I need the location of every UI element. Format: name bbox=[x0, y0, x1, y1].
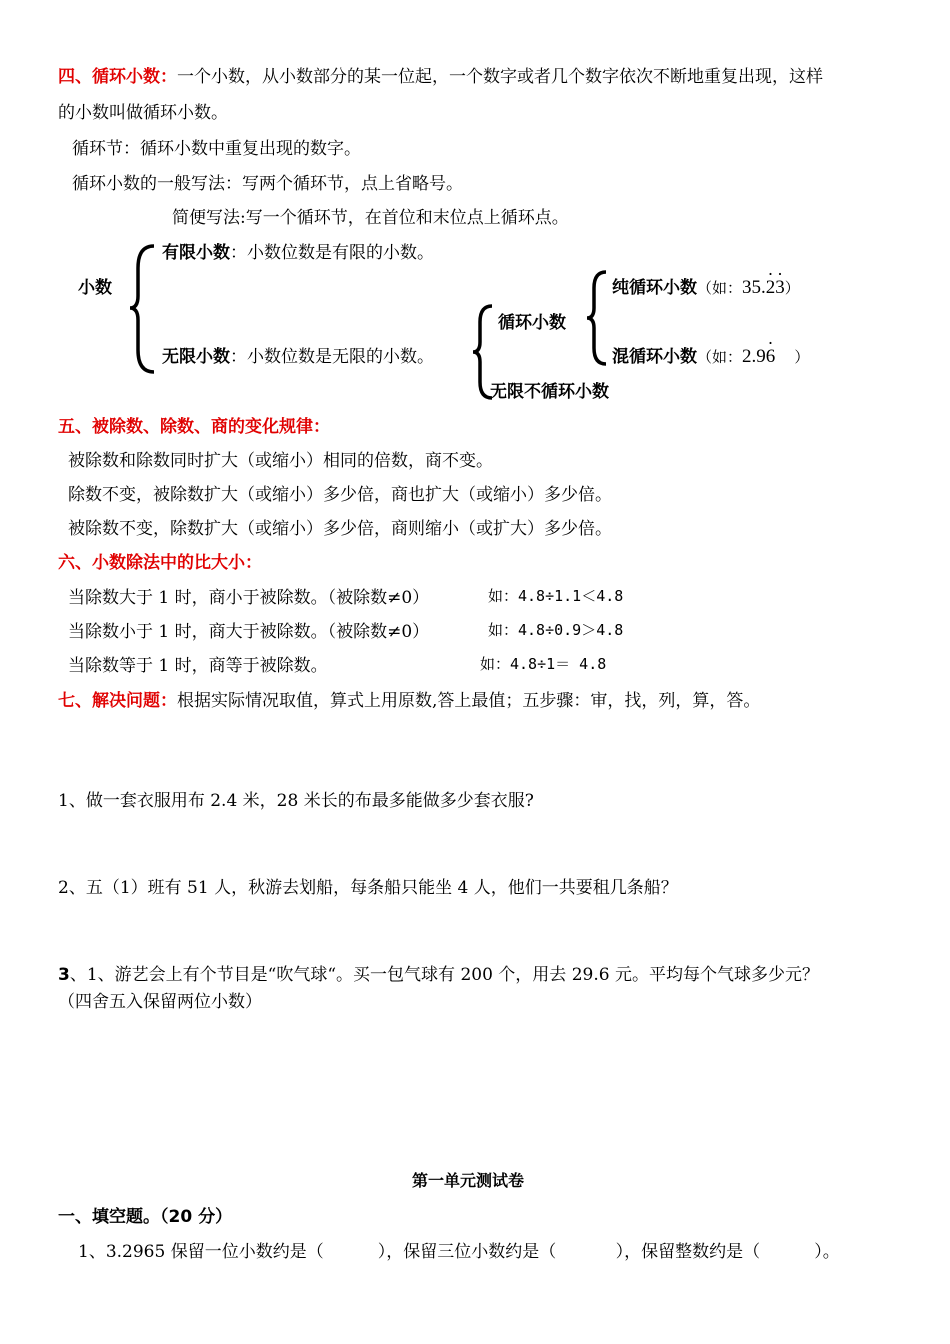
tree-mixed bbox=[612, 342, 809, 368]
brace-repeating bbox=[584, 268, 614, 368]
mixed-label: 混循环小数 bbox=[612, 347, 697, 367]
sec6-example-2: 如：4.8÷0.9＞4.8 bbox=[488, 621, 624, 639]
tree-root: 小数 bbox=[78, 278, 112, 298]
problem-3-note: （四舍五入保留两位小数） bbox=[58, 992, 262, 1012]
sec4-title: 四、循环小数： bbox=[58, 67, 177, 87]
pure-suffix: ） bbox=[784, 279, 800, 297]
sec4-line2: 的小数叫做循环小数。 bbox=[58, 103, 228, 123]
test-part-1: 一、填空题。（20 分） bbox=[58, 1207, 233, 1227]
sec5-rule-3: 被除数不变，除数扩大（或缩小）多少倍，商则缩小（或扩大）多少倍。 bbox=[68, 519, 612, 539]
sec4-simple: 简便写法:写一个循环节，在首位和末位点上循环点。 bbox=[172, 208, 569, 228]
tree-infinite bbox=[162, 342, 434, 367]
sec6-rule-1: 当除数大于 1 时，商小于被除数。（被除数≠0） bbox=[68, 588, 430, 608]
test-title: 第一单元测试卷 bbox=[412, 1171, 525, 1190]
pure-digit-1: · 2 bbox=[766, 277, 776, 299]
problem-2: 2、五（1）班有 51 人，秋游去划船，每条船只能坐 4 人，他们一共要租几条船？ bbox=[58, 878, 678, 898]
sec7-line bbox=[58, 686, 760, 711]
pure-int: 35. bbox=[742, 277, 766, 298]
sec6-title: 六、小数除法中的比大小： bbox=[58, 553, 262, 573]
pure-prefix: （如： bbox=[697, 279, 743, 297]
test-question-1: 1、3.2965 保留一位小数约是（ ），保留三位小数约是（ ），保留整数约是（ ）。 bbox=[78, 1242, 840, 1262]
sec4-text1: 一个小数，从小数部分的某一位起，一个数字或者几个数字依次不断地重复出现，这样 bbox=[177, 67, 823, 87]
mixed-int: 2.9 bbox=[742, 346, 766, 367]
sec5-title: 五、被除数、除数、商的变化规律： bbox=[58, 417, 330, 437]
finite-desc: ：小数位数是有限的小数。 bbox=[230, 243, 434, 263]
tree-finite bbox=[162, 238, 434, 263]
sec7-text: 根据实际情况取值，算式上用原数,答上最值；五步骤：审，找，列，算，答。 bbox=[177, 691, 761, 711]
finite-label: 有限小数 bbox=[162, 243, 230, 263]
sec6-example-3: 如：4.8÷1＝ 4.8 bbox=[480, 655, 607, 673]
sec5-rule-2: 除数不变，被除数扩大（或缩小）多少倍，商也扩大（或缩小）多少倍。 bbox=[68, 485, 612, 505]
mixed-prefix: （如： bbox=[697, 348, 743, 366]
mixed-suffix: ） bbox=[775, 348, 810, 366]
pure-label: 纯循环小数 bbox=[612, 278, 697, 298]
sec4-line1 bbox=[58, 62, 823, 87]
tree-pure bbox=[612, 273, 800, 299]
sec6-example-1: 如：4.8÷1.1＜4.8 bbox=[488, 587, 624, 605]
tree-nonrepeating: 无限不循环小数 bbox=[490, 382, 609, 402]
pure-digit-2: · 3 bbox=[775, 277, 785, 299]
problem-1: 1、做一套衣服用布 2.4 米，28 米长的布最多能做多少套衣服? bbox=[58, 791, 534, 811]
sec7-title: 七、解决问题： bbox=[58, 691, 177, 711]
sec4-general: 循环小数的一般写法：写两个循环节，点上省略号。 bbox=[72, 174, 463, 194]
infinite-desc: ：小数位数是无限的小数。 bbox=[230, 347, 434, 367]
problem-3-number: 3 bbox=[58, 965, 70, 985]
problem-3-text: 、1、游艺会上有个节目是“吹气球“。买一包气球有 200 个，用去 29.6 元。平均每个气球多少元？ bbox=[69, 965, 819, 985]
sec5-rule-1: 被除数和除数同时扩大（或缩小）相同的倍数，商不变。 bbox=[68, 451, 493, 471]
mixed-digit-1: · 6 bbox=[766, 346, 776, 368]
infinite-label: 无限小数 bbox=[162, 347, 230, 367]
problem-3 bbox=[58, 960, 819, 985]
tree-repeating: 循环小数 bbox=[498, 313, 566, 333]
sec6-rule-2: 当除数小于 1 时，商大于被除数。（被除数≠0） bbox=[68, 622, 430, 642]
sec4-cycle-def: 循环节：循环小数中重复出现的数字。 bbox=[72, 139, 361, 159]
sec6-rule-3: 当除数等于 1 时，商等于被除数。 bbox=[68, 656, 328, 676]
